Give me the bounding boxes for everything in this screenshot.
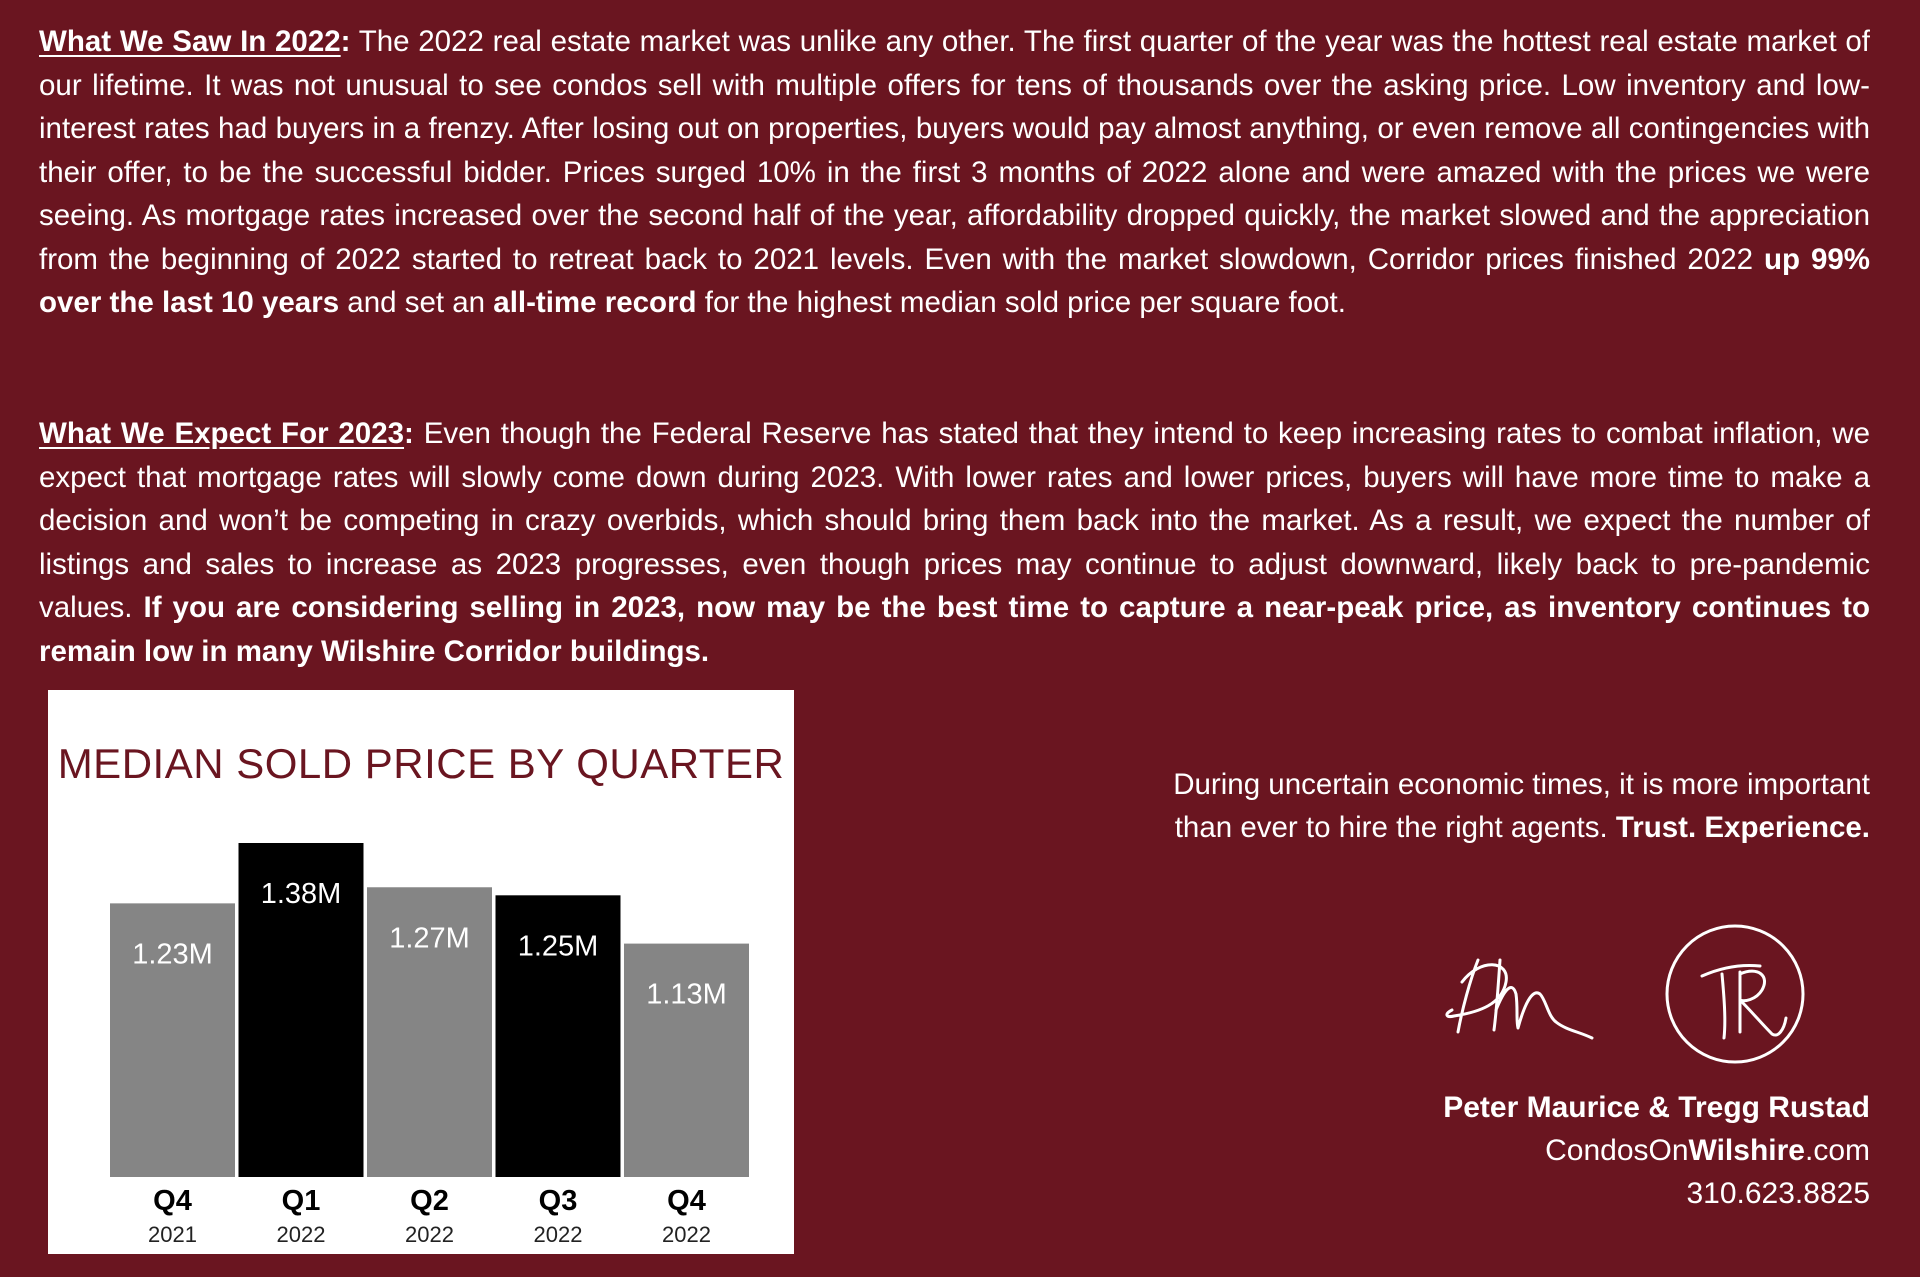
section-2022-text-3: for the highest median sold price per square foot. <box>696 286 1346 319</box>
chart-title: MEDIAN SOLD PRICE BY QUARTER <box>57 740 785 787</box>
section-2023-bold-1: If you are considering selling in 2023, now may be the best time to capture a near-peak price, as inventory continues to remain low in many Wilshire Corridor buildings. <box>39 591 1870 668</box>
section-2022-colon: : <box>340 25 351 58</box>
closing-text: During uncertain economic times, it is more important than ever to hire the right agents. <box>1173 768 1870 844</box>
quarter-label-5: Q4 <box>667 1185 706 1217</box>
closing-bold: Trust. Experience. <box>1615 811 1870 844</box>
agent-names: Peter Maurice & Tregg Rustad <box>1443 1091 1870 1124</box>
year-label-5: 2022 <box>662 1222 711 1247</box>
section-2023-text-1: Even though the Federal Reserve has stated that they intend to keep increasing rates to combat inflation, we expect that mortgage rates will slowly come down during 2023. With lower rates and lower prices, buyers will have more time to make a decision and won’t be competing in crazy overbids, which should bring them back into the market. As a result, we expect the number of listings and sales to increase as 2023 progresses, even though prices may continue to adjust downward, likely back to pre-pandemic values. <box>39 417 1870 624</box>
website-link[interactable] <box>1443 1129 1870 1172</box>
section-2022-bold-1: up 99% over the last 10 years <box>39 242 1870 319</box>
signature-tr-circle <box>1667 926 1803 1062</box>
quarter-label-1: Q4 <box>153 1185 192 1217</box>
contact-block <box>1443 1086 1870 1215</box>
section-2022-text-2: and set an <box>339 286 494 319</box>
section-2023-paragraph <box>39 412 1870 673</box>
closing-statement <box>1110 763 1870 849</box>
year-label-3: 2022 <box>405 1222 454 1247</box>
bar-value-label-2: 1.38M <box>260 878 342 910</box>
quarter-label-2: Q1 <box>281 1185 321 1217</box>
section-2022-text-1: The 2022 real estate market was unlike any other. The first quarter of the year was the hottest real estate market of our lifetime. It was not unusual to see condos sell with multiple offers for tens of thousands over the asking price. Low inventory and low-interest rates had buyers in a frenzy. After losing out on properties, buyers would pay almost anything, or even remove all contingencies with their offer, to be the successful bidder. Prices surged 10% in the first 3 months of 2022 alone and were amazed with the prices we were seeing. As mortgage rates increased over the second half of the year, affordability dropped quickly, the market slowed and the appreciation from the beginning of 2022 started to retreat back to 2021 levels. Even with the market slowdown, Corridor prices finished 2022 <box>39 25 1870 276</box>
section-2023-colon: : <box>404 417 414 450</box>
bar-value-label-5: 1.13M <box>646 978 727 1011</box>
phone-number: 310.623.8825 <box>1686 1177 1870 1210</box>
signatures <box>1440 920 1810 1070</box>
bar-value-label-1: 1.23M <box>132 938 213 971</box>
website-bold: Wilshire <box>1688 1134 1805 1167</box>
website-prefix: CondosOn <box>1545 1134 1689 1167</box>
signature-graphic <box>1440 920 1810 1070</box>
website-suffix: .com <box>1804 1134 1870 1167</box>
bar-value-label-3: 1.27M <box>389 922 470 955</box>
chart-plot <box>48 690 794 1254</box>
year-label-4: 2022 <box>533 1222 583 1247</box>
section-2023-heading: What We Expect For 2023 <box>39 417 405 450</box>
signature-tr <box>1702 965 1786 1038</box>
section-2022-paragraph <box>39 20 1870 325</box>
section-2022-bold-2: all-time record <box>493 286 697 319</box>
year-label-1: 2021 <box>148 1222 197 1247</box>
year-label-2: 2022 <box>276 1222 326 1247</box>
median-price-chart <box>48 690 794 1254</box>
bar-value-label-4: 1.25M <box>517 930 599 963</box>
signature-pm <box>1447 960 1592 1038</box>
quarter-label-3: Q2 <box>410 1185 449 1217</box>
quarter-label-4: Q3 <box>538 1185 578 1217</box>
section-2022-heading: What We Saw In 2022 <box>39 25 341 58</box>
